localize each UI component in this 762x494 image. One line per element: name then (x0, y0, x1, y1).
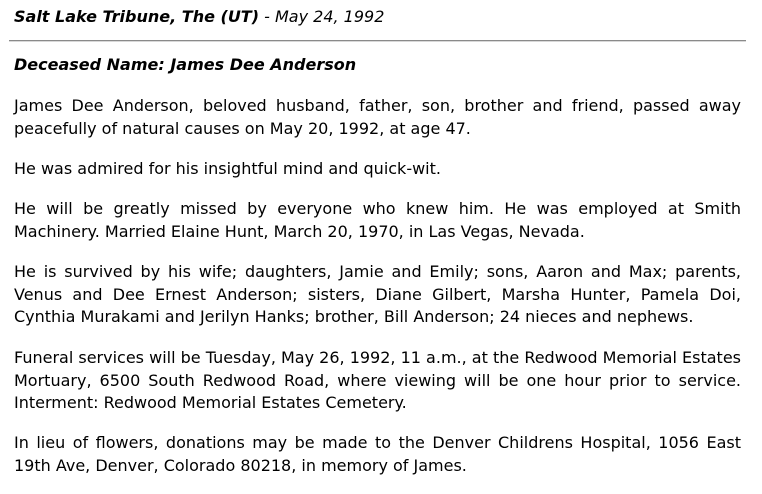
deceased-name-heading: Deceased Name: James Dee Anderson (14, 55, 357, 74)
obituary-paragraph-4: He is survived by his wife; daughters, Jamie and Emily; sons, Aaron and Max; parents, Venus and Dee Ernest Anderson; sisters, Diane Gilbert, Marsha Hunter, Pamela Doi, Cynthia Murakami and Jerilyn Hanks; brother, Bill Anderson; 24 nieces and nephews. (14, 262, 741, 326)
header-separator: - (259, 7, 275, 26)
publication-name: Salt Lake Tribune, The (UT) (14, 7, 260, 26)
obituary-paragraph-5: Funeral services will be Tuesday, May 26, 1992, 11 a.m., at the Redwood Memorial Estates Mortuary, 6500 South Redwood Road, where viewing will be one hour prior to service. Interment: Redwood Memorial Estates Cemetery. (14, 348, 741, 412)
publication-date: May 24, 1992 (274, 7, 385, 26)
obituary-paragraph-3: He will be greatly missed by everyone who knew him. He was employed at Smith Machinery. Married Elaine Hunt, March 20, 1970, in Las Vegas, Nevada. (14, 199, 741, 241)
obituary-paragraph-1: James Dee Anderson, beloved husband, father, son, brother and friend, passed away peacefully of natural causes on May 20, 1992, at age 47. (14, 96, 741, 138)
publication-header (14, 7, 384, 26)
obituary-paragraph-6: In lieu of flowers, donations may be made to the Denver Childrens Hospital, 1056 East 19th Ave, Denver, Colorado 80218, in memory of James. (14, 433, 741, 475)
header-divider (9, 40, 746, 42)
obituary-paragraph-2: He was admired for his insightful mind and quick-wit. (14, 159, 441, 178)
